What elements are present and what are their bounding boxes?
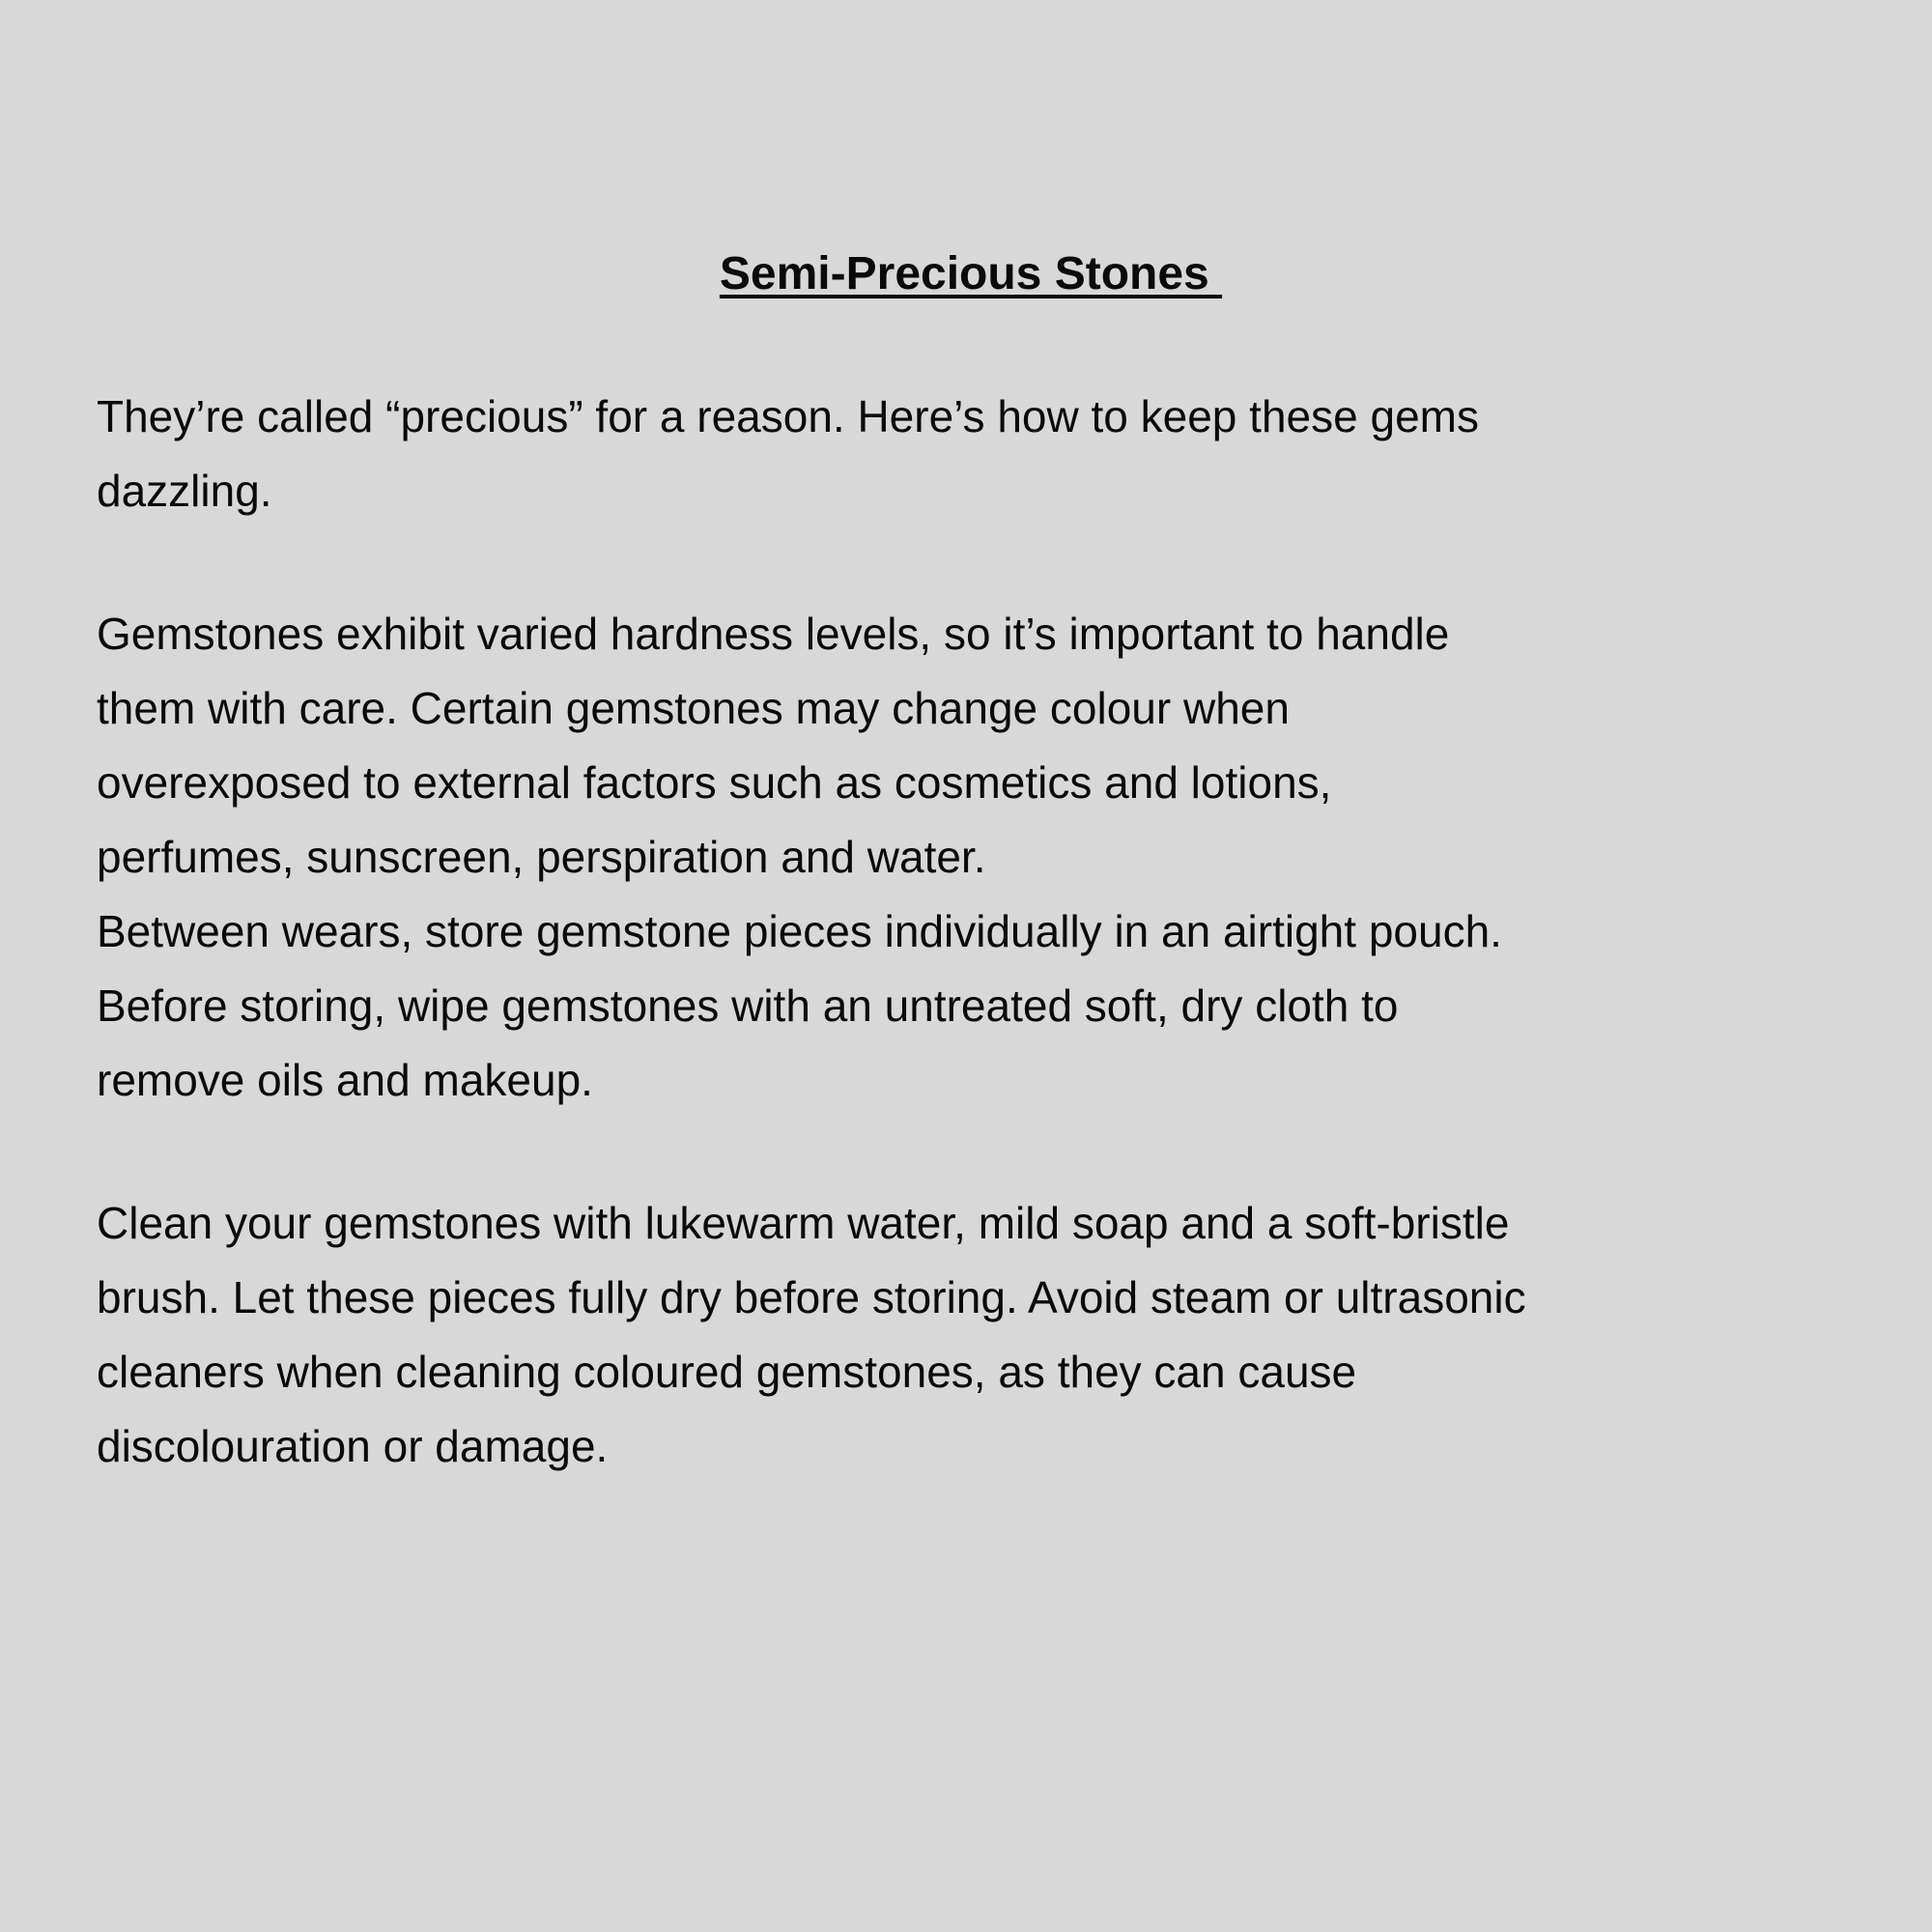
text-line: brush. Let these pieces fully dry before storing. Avoid steam or ultrasonic xyxy=(97,1272,1526,1322)
text-line: Between wears, store gemstone pieces individually in an airtight pouch. xyxy=(97,906,1502,956)
text-line: remove oils and makeup. xyxy=(97,1055,593,1105)
blank-line xyxy=(97,1118,1845,1186)
text-line: Clean your gemstones with lukewarm water, mild soap and a soft-bristle xyxy=(97,1198,1510,1248)
text-line: They’re called “precious” for a reason. Here’s how to keep these gems xyxy=(97,391,1479,441)
paragraph-handling xyxy=(97,597,1845,895)
paragraph-intro xyxy=(97,380,1845,528)
text-line: dazzling. xyxy=(97,466,272,516)
text-line: Gemstones exhibit varied hardness levels, so it’s important to handle xyxy=(97,609,1450,659)
text-line: Before storing, wipe gemstones with an untreated soft, dry cloth to xyxy=(97,980,1399,1031)
document-title: Semi-Precious Stones xyxy=(719,248,1223,299)
text-line: them with care. Certain gemstones may change colour when xyxy=(97,683,1290,733)
paragraph-cleaning xyxy=(97,1186,1845,1484)
blank-line xyxy=(97,311,1845,380)
text-line: cleaners when cleaning coloured gemstones, as they can cause xyxy=(97,1347,1357,1397)
text-line: discolouration or damage. xyxy=(97,1421,609,1471)
text-line: overexposed to external factors such as cosmetics and lotions, xyxy=(97,757,1332,808)
paragraph-storage xyxy=(97,895,1845,1118)
blank-line xyxy=(97,528,1845,597)
text-line: perfumes, sunscreen, perspiration and water. xyxy=(97,832,986,882)
